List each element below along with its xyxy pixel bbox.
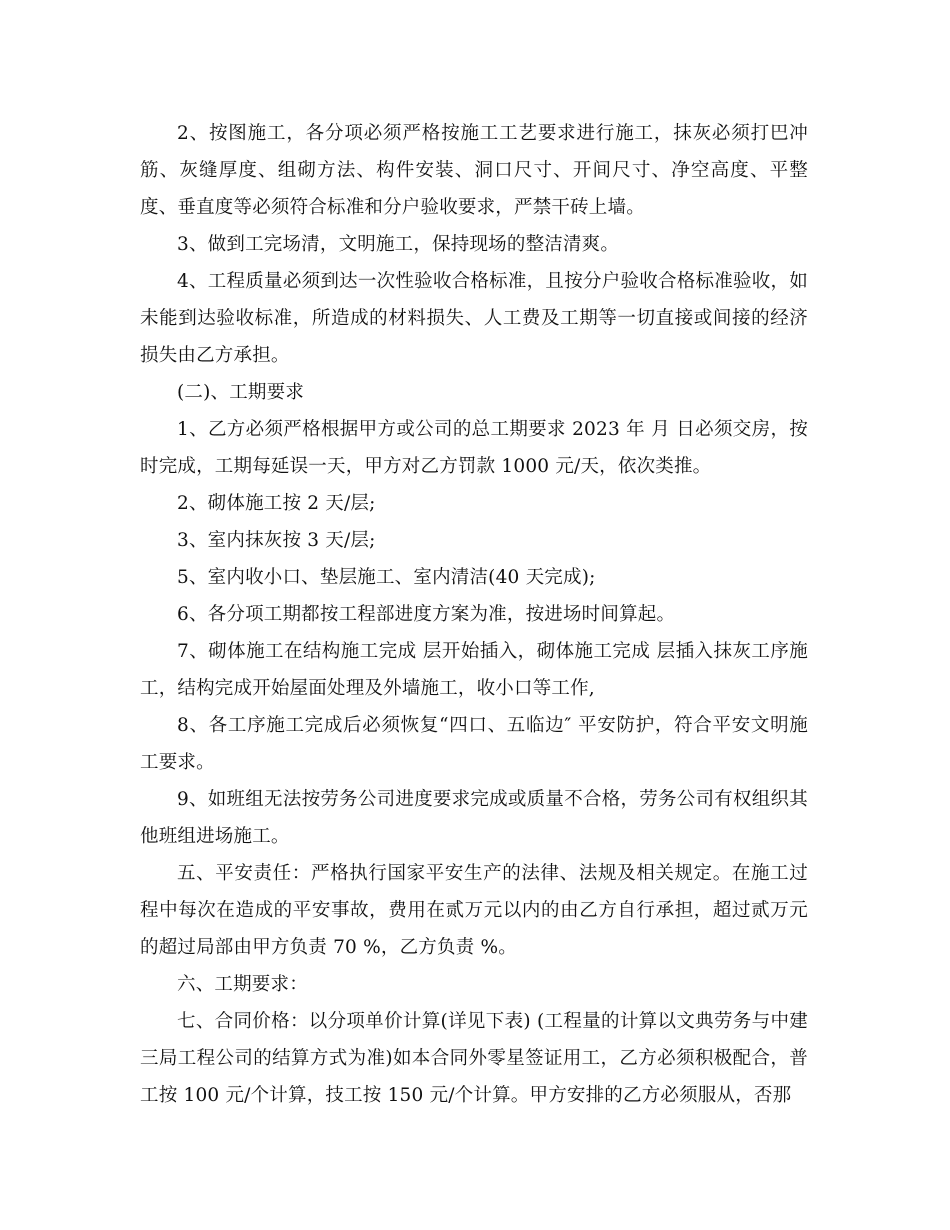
paragraph-contract-price: 七、合同价格：以分项单价计算(详见下表) (工程量的计算以文典劳务与中建三局工程公司的结算方式为准)如本合同外零星签证用工，乙方必须积极配合，普工按 100 元/个计算，技工按 150 元/个计算。甲方安排的乙方必须服从，否那 xyxy=(140,1011,808,1106)
paragraph-schedule-7: 7、砌体施工在结构施工完成 层开始插入，砌体施工完成 层插入抹灰工序施工，结构完成开始屋面处理及外墙施工，收小口等工作, xyxy=(140,641,808,699)
paragraph-schedule-9: 9、如班组无法按劳务公司进度要求完成或质量不合格，劳务公司有权组织其他班组进场施工。 xyxy=(140,789,808,847)
paragraph-quality-2: 2、按图施工，各分项必须严格按施工工艺要求进行施工，抹灰必须打巴冲筋、灰缝厚度、组砌方法、构件安装、洞口尺寸、开间尺寸、净空高度、平整度、垂直度等必须符合标准和分户验收要求，严禁干砖上墙。 xyxy=(140,123,808,218)
paragraph-quality-4: 4、工程质量必须到达一次性验收合格标准，且按分户验收合格标准验收，如未能到达验收标准，所造成的材料损失、人工费及工期等一切直接或间接的经济损失由乙方承担。 xyxy=(140,271,808,366)
paragraph-schedule-2: 2、砌体施工按 2 天/层; xyxy=(177,493,376,514)
section-heading-schedule-requirements: 六、工期要求： xyxy=(177,974,308,995)
paragraph-schedule-5: 5、室内收小口、垫层施工、室内清洁(40 天完成); xyxy=(177,567,596,588)
paragraph-safety-responsibility: 五、平安责任：严格执行国家平安生产的法律、法规及相关规定。在施工过程中每次在造成的平安事故，费用在贰万元以内的由乙方自行承担，超过贰万元的超过局部由甲方负责 70 %，乙方负责 %。 xyxy=(140,863,808,958)
paragraph-schedule-6: 6、各分项工期都按工程部进度方案为准，按进场时间算起。 xyxy=(177,604,676,625)
paragraph-quality-3: 3、做到工完场清，文明施工，保持现场的整洁清爽。 xyxy=(177,234,620,255)
paragraph-schedule-3: 3、室内抹灰按 3 天/层; xyxy=(177,530,376,551)
paragraph-schedule-8: 8、各工序施工完成后必须恢复“四口、五临边″ 平安防护，符合平安文明施工要求。 xyxy=(140,715,808,773)
section-heading-schedule: (二)、工期要求 xyxy=(177,382,305,403)
paragraph-schedule-1: 1、乙方必须严格根据甲方或公司的总工期要求 2023 年 月 日必须交房，按时完成，工期每延误一天，甲方对乙方罚款 1000 元/天，依次类推。 xyxy=(140,419,808,477)
